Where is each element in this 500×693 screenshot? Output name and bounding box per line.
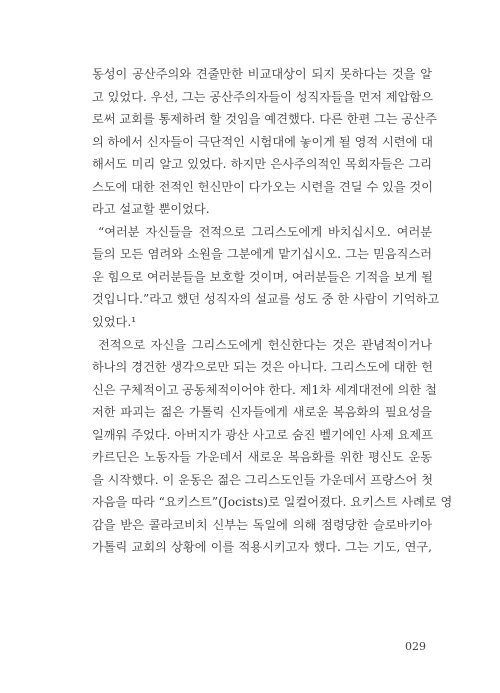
- text-line: “여러분 자신들을 전적으로 그리스도에게 바치십시오. 여러분: [98, 224, 432, 239]
- text-line: 신은 구체적이고 공동체적이어야 한다. 제1차 세계대전에 의한 철: [92, 382, 437, 397]
- text-line: 저한 파괴는 젊은 가톨릭 신자들에게 새로운 복음화의 필요성을: [92, 405, 432, 420]
- text-line: 스도에 대한 전적인 헌신만이 다가오는 시련을 견딜 수 있을 것이: [92, 179, 433, 194]
- text-line: 자음을 따라 “요키스트”(Jocists)로 일컬어졌다. 요키스트 사례로 영: [92, 495, 453, 510]
- text-line: 라고 설교할 뿐이었다.: [92, 202, 210, 217]
- text-line: 들의 모든 염려와 소원을 그분에게 맡기십시오. 그는 믿음직스러: [92, 247, 432, 262]
- text-line: 의 하에서 신자들이 극단적인 시험대에 놓이게 될 영적 시련에 대: [92, 134, 433, 149]
- text-line: 감을 받은 콜라코비치 신부는 독일에 의해 점령당한 슬로바키아: [92, 517, 432, 532]
- text-line: 하나의 경건한 생각으로만 되는 것은 아니다. 그리스도에 대한 헌: [92, 360, 433, 375]
- text-line: 일깨워 주었다. 아버지가 광산 사고로 숨진 벨기에인 사제 요제프: [92, 427, 433, 442]
- text-line: 가톨릭 교회의 상황에 이를 적용시키고자 했다. 그는 기도, 연구,: [92, 540, 432, 555]
- text-line: 동성이 공산주의와 견줄만한 비교대상이 되지 못하다는 것을 알: [92, 67, 432, 81]
- text-line: 있었다.¹: [92, 315, 137, 330]
- text-line: 카르딘은 노동자들 가운데서 새로운 복음화를 위한 평신도 운동: [92, 450, 432, 465]
- text-line: 을 시작했다. 이 운동은 젊은 그리스도인들 가운데서 프랑스어 첫: [92, 472, 433, 487]
- body-text: [92, 63, 453, 559]
- text-line: 전적으로 자신을 그리스도에게 헌신한다는 것은 관념적이거나: [98, 337, 432, 352]
- text-line: 해서도 미리 알고 있었다. 하지만 은사주의적인 목회자들은 그리: [92, 157, 432, 172]
- text-line: 운 힘으로 여러분들을 보호할 것이며, 여러분들은 기적을 보게 될: [92, 269, 433, 284]
- text-line: 고 있었다. 우선, 그는 공산주의자들이 성직자들을 먼저 제압함으: [92, 89, 433, 104]
- text-line: 로써 교회를 통제하려 할 것임을 예견했다. 다른 한편 그는 공산주: [92, 112, 437, 127]
- text-line: 것입니다.”라고 했던 성직자의 설교를 성도 중 한 사람이 기억하고: [92, 292, 440, 307]
- page-number: 029: [405, 640, 426, 653]
